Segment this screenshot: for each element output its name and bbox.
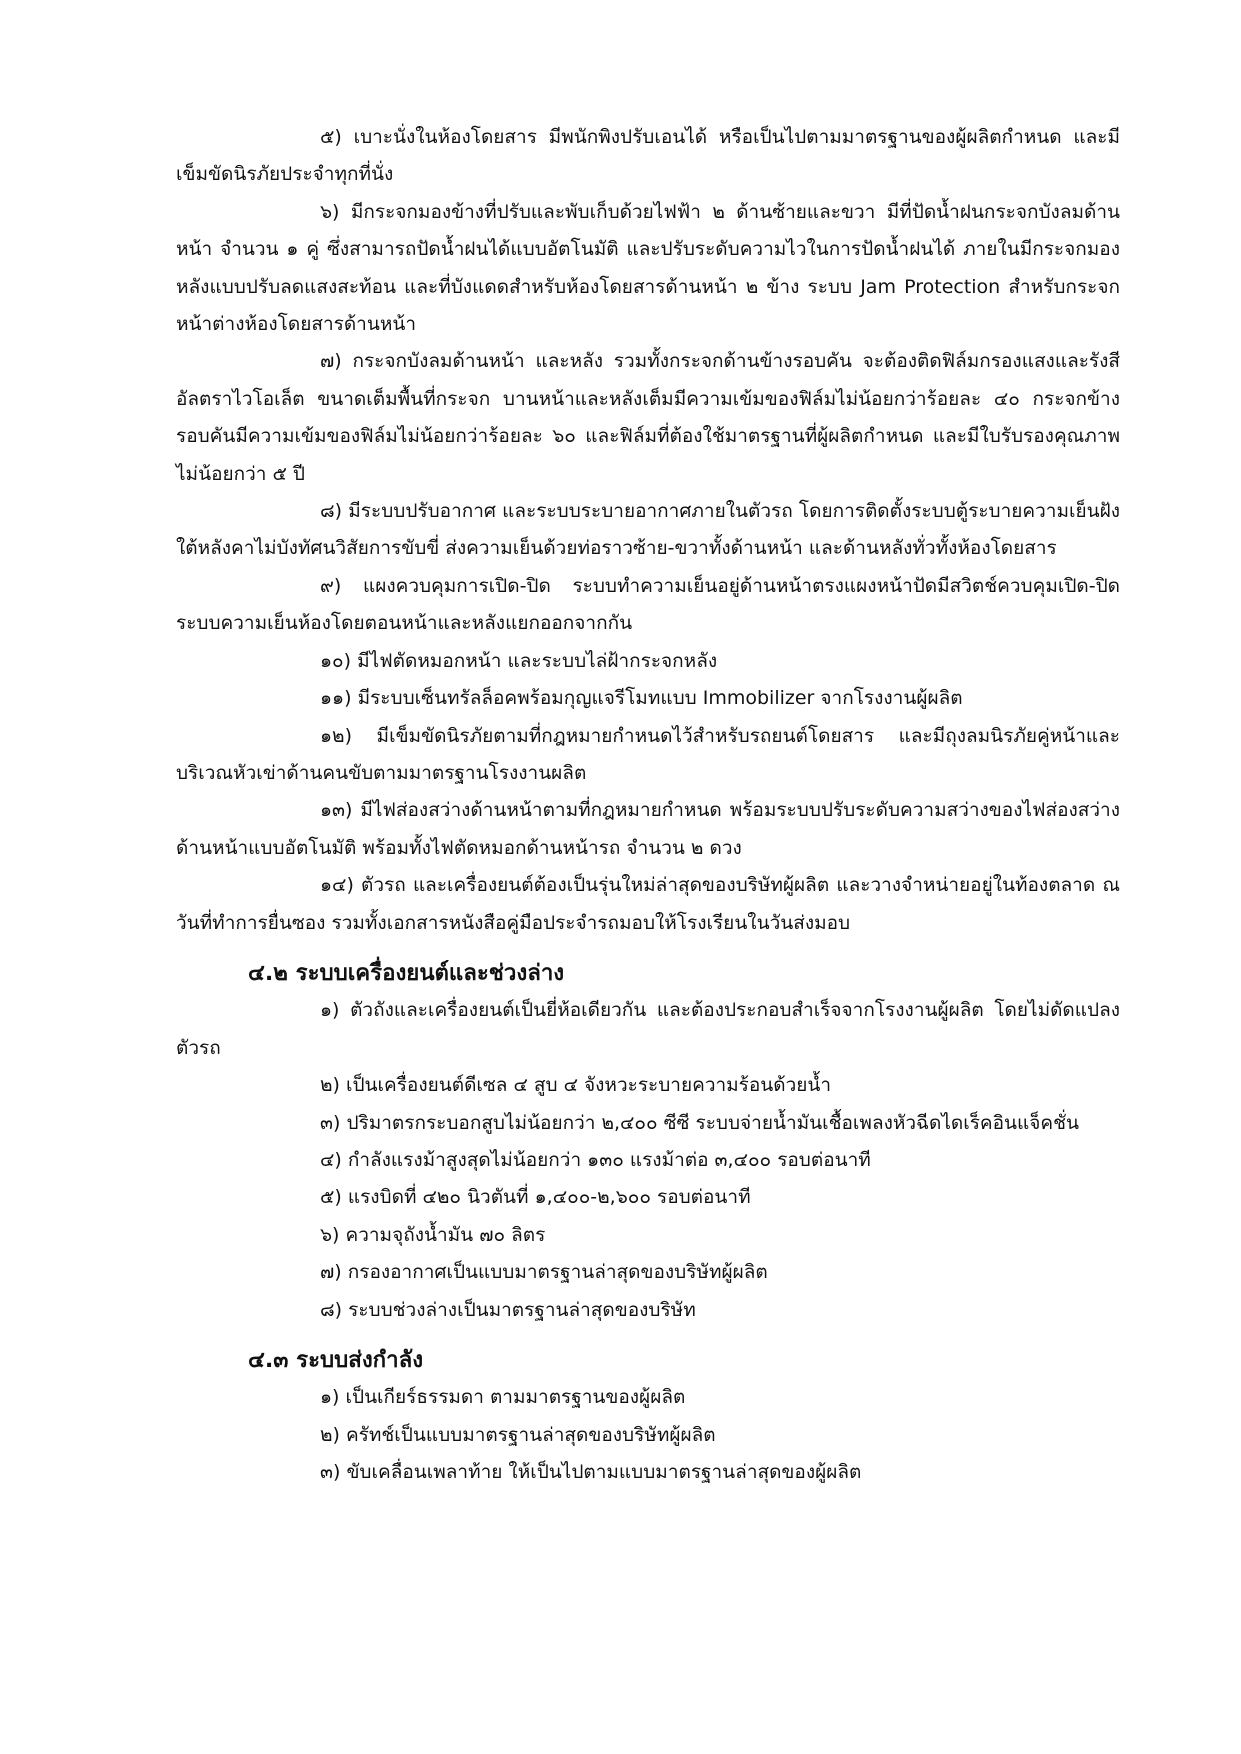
- list-item: ๔) กำลังแรงม้าสูงสุดไม่น้อยกว่า ๑๓๐ แรงม้าต่อ ๓,๔๐๐ รอบต่อนาที: [320, 1148, 871, 1171]
- list-item: ๙) แผงควบคุมการเปิด-ปิด ระบบทำความเย็นอยู่ด้านหน้าตรงแผงหน้าปัดมีสวิตช์ควบคุมเปิด-ปิดระบบความเย็นห้องโดยตอนหน้าและหลังแยกออกจากกัน: [176, 574, 1120, 635]
- list-item: ๘) มีระบบปรับอากาศ และระบบระบายอากาศภายในตัวรถ โดยการติดตั้งระบบตู้ระบายความเย็นฝังใต้หลังคาไม่บังทัศนวิสัยการขับขี่ ส่งความเย็นด้วยท่อราวซ้าย-ขวาทั้งด้านหน้า และด้านหลังทั่วทั้งห้องโดยสาร: [176, 500, 1120, 560]
- list-item: ๖) ความจุถังน้ำมัน ๗๐ ลิตร: [320, 1223, 546, 1246]
- list-item: ๓) ขับเคลื่อนเพลาท้าย ให้เป็นไปตามแบบมาตรฐานล่าสุดของผู้ผลิต: [320, 1461, 862, 1484]
- document-body: [176, 119, 1120, 1492]
- list-item: ๑) ตัวถังและเครื่องยนต์เป็นยี่ห้อเดียวกัน และต้องประกอบสำเร็จจากโรงงานผู้ผลิต โดยไม่ดัดแปลงตัวรถ: [176, 999, 1120, 1059]
- list-item: ๑๔) ตัวรถ และเครื่องยนต์ต้องเป็นรุ่นใหม่ล่าสุดของบริษัทผู้ผลิต และวางจำหน่ายอยู่ในท้องตลาด ณ วันที่ทำการยื่นซอง รวมทั้งเอกสารหนังสือคู่มือประจำรถมอบให้โรงเรียนในวันส่งมอบ: [176, 874, 1120, 934]
- list-item: ๑) เป็นเกียร์ธรรมดา ตามมาตรฐานของผู้ผลิต: [320, 1386, 686, 1409]
- list-item: ๑๑) มีระบบเซ็นทรัลล็อคพร้อมกุญแจรีโมทแบบ Immobilizer จากโรงงานผู้ผลิต: [320, 687, 963, 710]
- list-item: ๑๓) มีไฟส่องสว่างด้านหน้าตามที่กฎหมายกำหนด พร้อมระบบปรับระดับความสว่างของไฟส่องสว่างด้านหน้าแบบอัตโนมัติ พร้อมทั้งไฟตัดหมอกด้านหน้ารถ จำนวน ๒ ดวง: [176, 799, 1120, 859]
- list-item: ๘) ระบบช่วงล่างเป็นมาตรฐานล่าสุดของบริษัท: [320, 1298, 696, 1321]
- engine-spec-list: [176, 992, 1120, 1329]
- list-item: ๑๐) มีไฟตัดหมอกหน้า และระบบไล่ฝ้ากระจกหลัง: [320, 649, 718, 672]
- list-item: ๖) มีกระจกมองข้างที่ปรับและพับเก็บด้วยไฟฟ้า ๒ ด้านซ้ายและขวา มีที่ปัดน้ำฝนกระจกบังลมด้านหน้า จำนวน ๑ คู่ ซึ่งสามารถปัดน้ำฝนได้แบบอัตโนมัติ และปรับระดับความไวในการปัดน้ำฝนได้ ภายในมีกระจกมองหลังแบบปรับลดแสงสะท้อน และที่บังแดดสำหรับห้องโดยสารด้านหน้า ๒ ข้าง ระบบ Jam Protection สำหรับกระจกหน้าต่างห้องโดยสารด้านหน้า: [176, 200, 1120, 336]
- transmission-spec-list: [176, 1379, 1120, 1491]
- list-item: ๓) ปริมาตรกระบอกสูบไม่น้อยกว่า ๒,๔๐๐ ซีซี ระบบจ่ายน้ำมันเชื้อเพลงหัวฉีดไดเร็คอินแจ็คชั่น: [320, 1111, 1080, 1134]
- section-heading-transmission: ๔.๓ ระบบส่งกำลัง: [248, 1347, 424, 1373]
- list-item: ๒) ครัทช์เป็นแบบมาตรฐานล่าสุดของบริษัทผู้ผลิต: [320, 1423, 716, 1446]
- list-item: ๑๒) มีเข็มขัดนิรภัยตามที่กฎหมายกำหนดไว้สำหรับรถยนต์โดยสาร และมีถุงลมนิรภัยคู่หน้าและบริเวณหัวเข่าด้านคนขับตามมาตรฐานโรงงานผลิต: [176, 724, 1120, 784]
- list-item: ๗) กระจกบังลมด้านหน้า และหลัง รวมทั้งกระจกด้านข้างรอบคัน จะต้องติดฟิล์มกรองแสงและรังสีอัลตราไวโอเล็ต ขนาดเต็มพื้นที่กระจก บานหน้าและหลังเต็มมีความเข้มของฟิล์มไม่น้อยกว่าร้อยละ ๔๐ กระจกข้างรอบคันมีความเข้มของฟิล์มไม่น้อยกว่าร้อยละ ๖๐ และฟิล์มที่ต้องใช้มาตรฐานที่ผู้ผลิตกำหนด และมีใบรับรองคุณภาพไม่น้อยกว่า ๕ ปี: [176, 350, 1120, 485]
- section-heading-engine: ๔.๒ ระบบเครื่องยนต์และช่วงล่าง: [248, 959, 565, 986]
- list-item: ๒) เป็นเครื่องยนต์ดีเซล ๔ สูบ ๔ จังหวะระบายความร้อนด้วยน้ำ: [320, 1074, 832, 1097]
- list-item: ๕) เบาะนั่งในห้องโดยสาร มีพนักพิงปรับเอนได้ หรือเป็นไปตามมาตรฐานของผู้ผลิตกำหนด และมีเข็มขัดนิรภัยประจำทุกที่นั่ง: [176, 126, 1120, 186]
- list-item: ๕) แรงบิดที่ ๔๒๐ นิวตันที่ ๑,๔๐๐-๒,๖๐๐ รอบต่อนาที: [320, 1186, 751, 1209]
- list-item: ๗) กรองอากาศเป็นแบบมาตรฐานล่าสุดของบริษัทผู้ผลิต: [320, 1261, 768, 1284]
- vehicle-features-list: [176, 119, 1120, 942]
